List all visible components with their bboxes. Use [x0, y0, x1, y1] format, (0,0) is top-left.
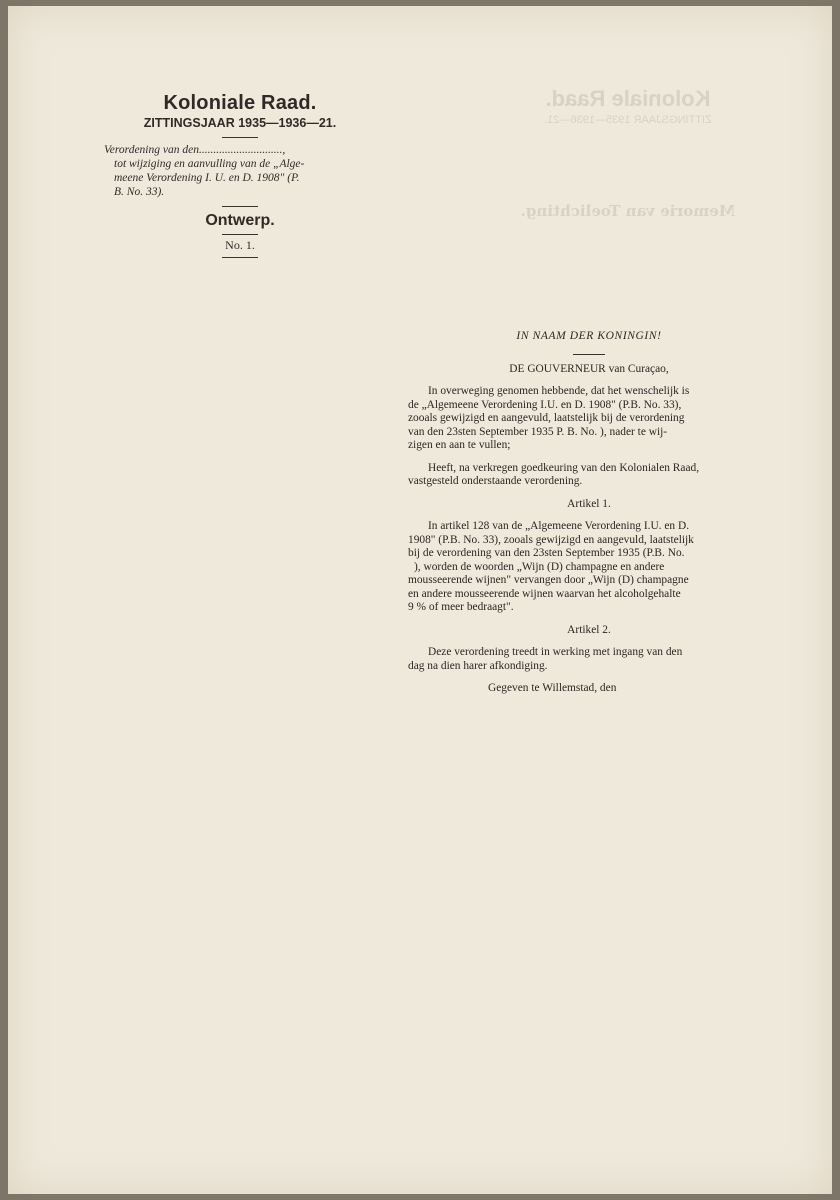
text-line: vastgesteld onderstaande verordening. — [408, 475, 583, 487]
divider — [573, 354, 605, 355]
article-2-text — [408, 646, 770, 673]
bleed-through-session: ZITTINGSJAAR 1935—1936—21. — [544, 114, 712, 126]
bleed-through-title: Koloniale Raad. — [545, 86, 711, 111]
text-line: en andere mousseerende wijnen waarvan het alcoholgehalte — [408, 587, 681, 600]
text-line: bij de verordening van den 23sten September 1935 (P.B. No. — [408, 547, 685, 559]
text-line: 9 % of meer bedraagt". — [408, 601, 514, 613]
considering-paragraph — [408, 385, 770, 453]
text-line: In artikel 128 van de „Algemeene Verordening I.U. en D. — [428, 520, 690, 532]
enacted-paragraph — [408, 462, 770, 489]
text-line: Heeft, na verkregen goedkeuring van den Kolonialen Raad, — [428, 461, 700, 474]
ordinance-line: tot wijziging en aanvulling van de „Alge- — [114, 158, 305, 170]
ordinance-line: Verordening van den............................., — [104, 144, 286, 156]
draft-label: Ontwerp. — [205, 212, 275, 229]
text-line: de „Algemeene Verordening I.U. en D. 1908" (P.B. No. 33), — [408, 398, 682, 411]
text-line: 1908" (P.B. No. 33), zooals gewijzigd en aangevuld, laatstelijk — [408, 533, 694, 546]
ordinance-line: B. No. 33). — [114, 186, 165, 198]
article-1-text — [408, 520, 770, 615]
text-line: ), worden de woorden „Wijn (D) champagne en andere — [414, 560, 665, 573]
draft-number: No. 1. — [225, 238, 255, 252]
text-line: zigen en aan te vullen; — [408, 439, 511, 451]
article-1-heading: Artikel 1. — [567, 497, 611, 510]
divider — [222, 257, 258, 258]
ordinance-description — [100, 143, 380, 199]
text-line: In overweging genomen hebbende, dat het wenschelijk is — [428, 385, 690, 397]
text-line: dag na dien harer afkondiging. — [408, 659, 548, 672]
article-2-heading: Artikel 2. — [567, 623, 611, 636]
bleed-through-memo: Memorie van Toelichting. — [520, 202, 736, 220]
ordinance-body — [408, 330, 770, 696]
text-line: van den 23sten September 1935 P. B. No. ), nader te wij- — [408, 425, 668, 438]
given-at-line: Gegeven te Willemstad, den — [488, 682, 617, 694]
document-page — [8, 6, 832, 1194]
divider — [222, 206, 258, 207]
council-title: Koloniale Raad. — [163, 92, 317, 114]
document-header — [100, 92, 380, 258]
text-line: Deze verordening treedt in werking met ingang van den — [428, 646, 683, 658]
divider — [222, 234, 258, 235]
invocation: IN NAAM DER KONINGIN! — [516, 330, 662, 342]
text-line: mousseerende wijnen" vervangen door „Wijn (D) champagne — [408, 574, 689, 586]
ordinance-line: meene Verordening I. U. en D. 1908" (P. — [114, 172, 300, 184]
session-year: ZITTINGSJAAR 1935—1936—21. — [143, 116, 337, 130]
governor-line: DE GOUVERNEUR van Curaçao, — [509, 362, 669, 375]
text-line: zooals gewijzigd en aangevuld, laatstelijk bij de verordening — [408, 412, 685, 424]
divider — [222, 137, 258, 138]
